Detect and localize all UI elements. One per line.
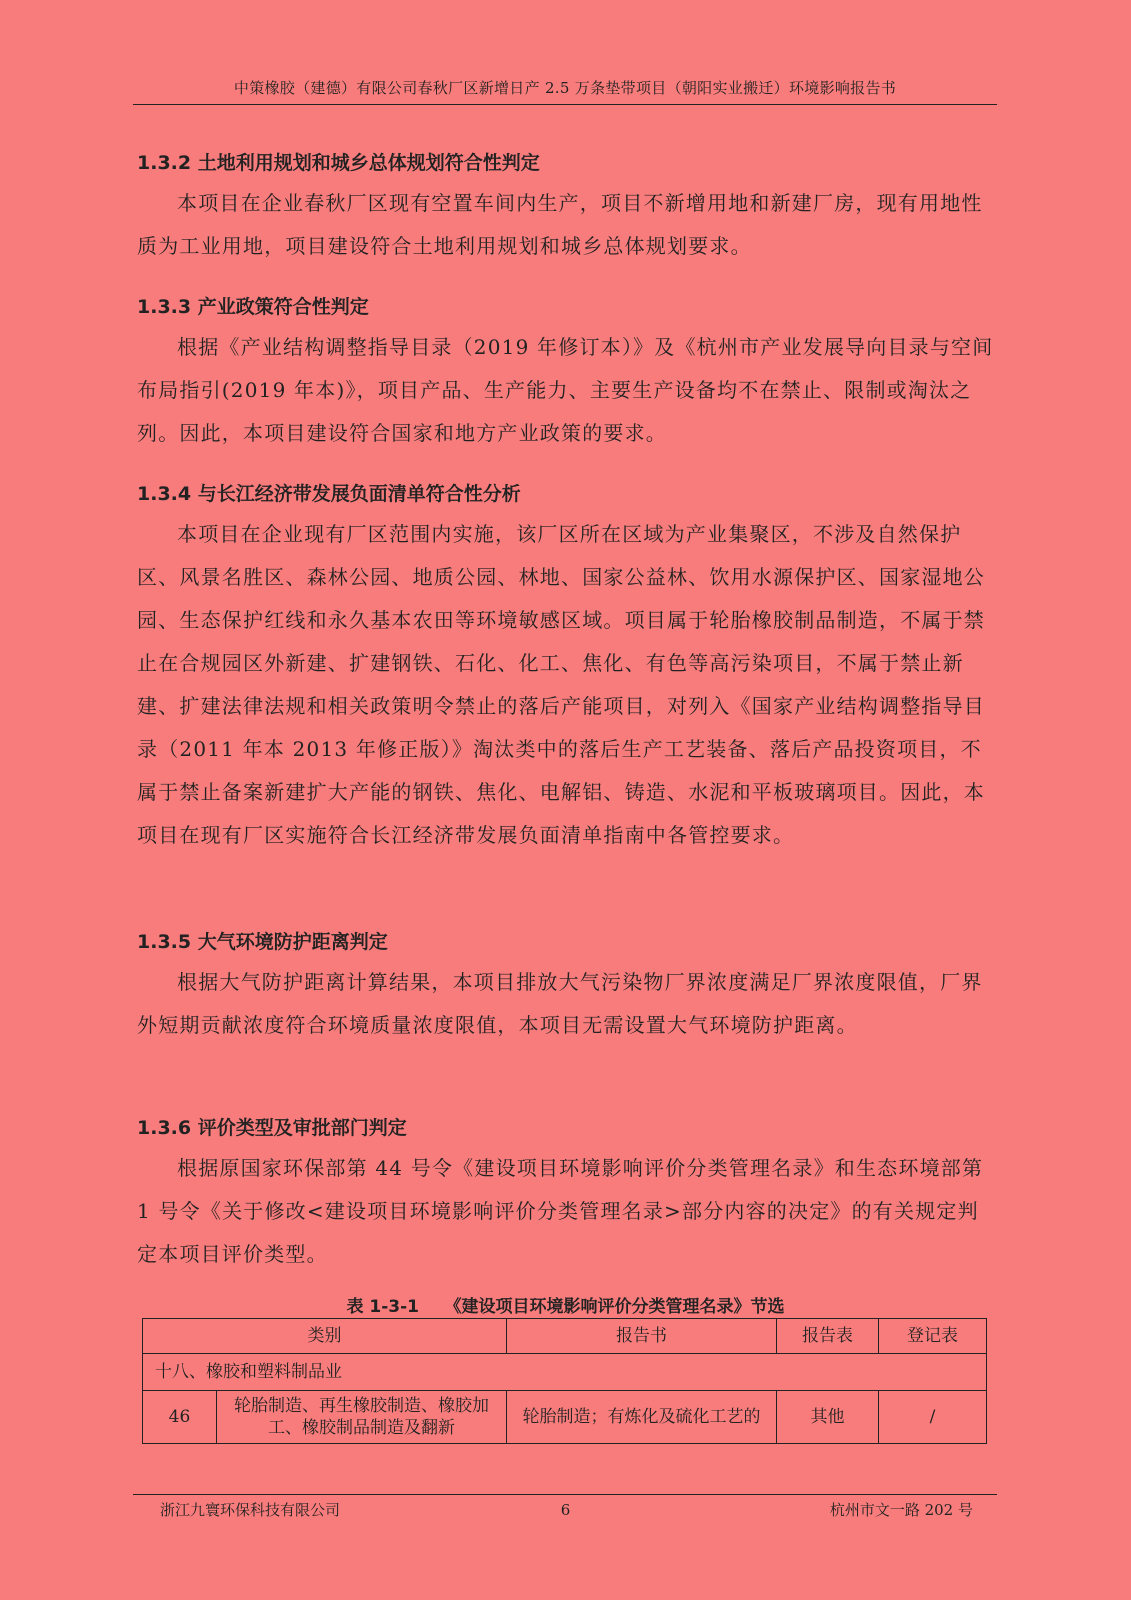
row-report-book: 轮胎制造；有炼化及硫化工艺的 bbox=[507, 1391, 777, 1444]
footer-rule bbox=[133, 1494, 997, 1495]
row-registration-form: / bbox=[879, 1391, 987, 1444]
section-heading-1-3-5: 1.3.5 大气环境防护距离判定 bbox=[137, 931, 388, 953]
section-paragraph-1-3-2: 本项目在企业春秋厂区现有空置车间内生产，项目不新增用地和新建厂房，现有用地性质为工业用地，项目建设符合土地利用规划和城乡总体规划要求。 bbox=[137, 191, 983, 258]
footer-company: 浙江九寰环保科技有限公司 bbox=[160, 1501, 341, 1519]
section-heading-1-3-2: 1.3.2 土地利用规划和城乡总体规划符合性判定 bbox=[137, 152, 540, 174]
header-report-form: 报告表 bbox=[777, 1319, 879, 1354]
row-number: 46 bbox=[143, 1391, 217, 1444]
table-caption: 表 1-3-1 《建设项目环境影响评价分类管理名录》节选 bbox=[346, 1297, 785, 1317]
table-section-row bbox=[143, 1354, 987, 1391]
row-category: 轮胎制造、再生橡胶制造、橡胶加工、橡胶制品制造及翻新 bbox=[217, 1391, 507, 1444]
document-header: 中策橡胶（建德）有限公司春秋厂区新增日产 2.5 万条垫带项目（朝阳实业搬迁）环境影响报告书 bbox=[233, 79, 897, 97]
section-paragraph-1-3-4: 本项目在企业现有厂区范围内实施，该厂区所在区域为产业集聚区，不涉及自然保护区、风景名胜区、森林公园、地质公园、林地、国家公益林、饮用水源保护区、国家湿地公园、生态保护红线和永久基本农田等环境敏感区域。项目属于轮胎橡胶制品制造，不属于禁止在合规园区外新建、扩建钢铁、石化、化工、焦化、有色等高污染项目，不属于禁止新建、扩建法律法规和相关政策明令禁止的落后产能项目，对列入《国家产业结构调整指导目录（2011 年本 2013 年修正版）》淘汰类中的落后生产工艺装备、落后产品投资项目，不属于禁止备案新建扩大产能的钢铁、焦化、电解铝、铸造、水泥和平板玻璃项目。因此，本项目在现有厂区实施符合长江经济带发展负面清单指南中各管控要求。 bbox=[137, 522, 985, 847]
section-paragraph-1-3-3: 根据《产业结构调整指导目录（2019 年修订本）》及《杭州市产业发展导向目录与空间布局指引(2019 年本)》，项目产品、生产能力、主要生产设备均不在禁止、限制或淘汰之列。因此，本项目建设符合国家和地方产业政策的要求。 bbox=[137, 335, 994, 445]
table-header-row bbox=[143, 1319, 987, 1354]
header-report-book: 报告书 bbox=[507, 1319, 777, 1354]
section-row-label: 十八、橡胶和塑料制品业 bbox=[143, 1354, 987, 1391]
page-number: 6 bbox=[560, 1501, 571, 1519]
section-heading-1-3-3: 1.3.3 产业政策符合性判定 bbox=[137, 296, 369, 318]
section-paragraph-1-3-5: 根据大气防护距离计算结果，本项目排放大气污染物厂界浓度满足厂界浓度限值，厂界外短期贡献浓度符合环境质量浓度限值，本项目无需设置大气环境防护距离。 bbox=[137, 970, 983, 1037]
footer-address: 杭州市文一路 202 号 bbox=[829, 1501, 973, 1519]
header-registration-form: 登记表 bbox=[879, 1319, 987, 1354]
header-rule bbox=[133, 104, 997, 105]
row-report-form: 其他 bbox=[777, 1391, 879, 1444]
table-row bbox=[143, 1391, 987, 1444]
header-category: 类别 bbox=[143, 1319, 507, 1354]
section-heading-1-3-6: 1.3.6 评价类型及审批部门判定 bbox=[137, 1117, 407, 1139]
classification-table bbox=[142, 1318, 987, 1444]
section-heading-1-3-4: 1.3.4 与长江经济带发展负面清单符合性分析 bbox=[137, 483, 521, 505]
section-paragraph-1-3-6: 根据原国家环保部第 44 号令《建设项目环境影响评价分类管理名录》和生态环境部第 1 号令《关于修改<建设项目环境影响评价分类管理名录>部分内容的决定》的有关规定判定本项目评价类型。 bbox=[137, 1156, 984, 1266]
